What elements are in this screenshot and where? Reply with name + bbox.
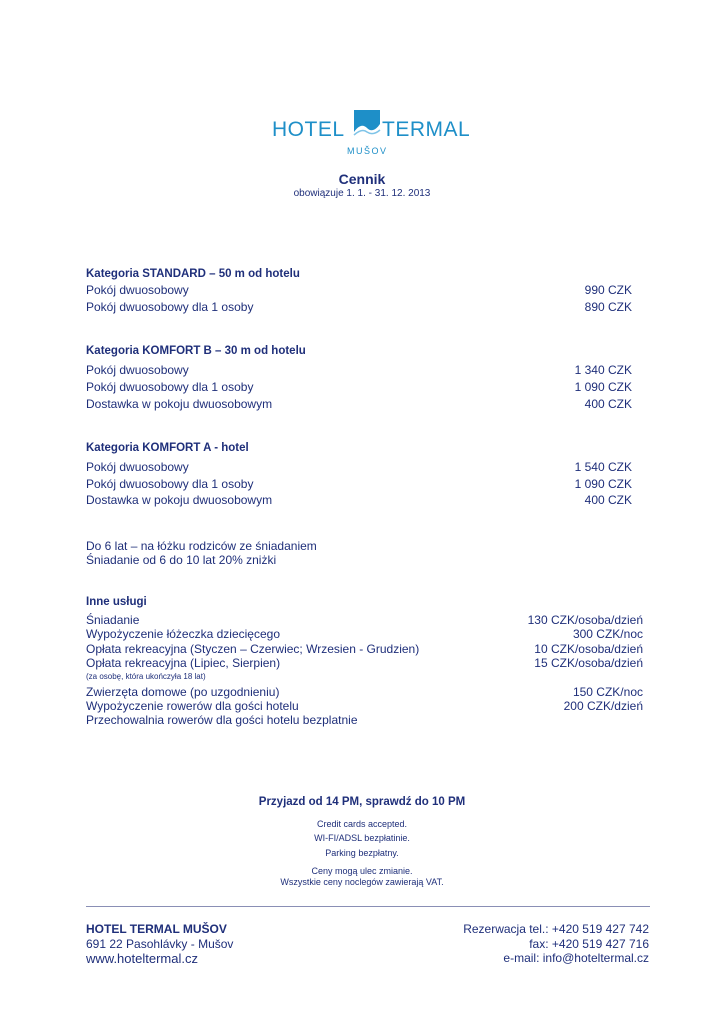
info-line: Credit cards accepted. xyxy=(316,819,408,829)
row-price: 1 340 CZK xyxy=(574,363,632,377)
service-row xyxy=(86,627,643,641)
section-heading-komfort-b: Kategoria KOMFORT B – 30 m od hotelu xyxy=(86,345,306,357)
row-label: Dostawka w pokoju dwuosobowym xyxy=(86,493,273,507)
logo-word-termal: TERMAL xyxy=(382,118,471,141)
logo-word-hotel: HOTEL xyxy=(272,118,345,141)
row-price: 150 CZK/noc xyxy=(572,685,643,699)
row-label: Przechowalnia rowerów dla gości hotelu bezplatnie xyxy=(86,713,358,727)
footer-email-link[interactable]: e-mail: info@hoteltermal.cz xyxy=(503,951,649,965)
section-heading-other-services: Inne usługi xyxy=(86,596,147,608)
row-label: Pokój dwuosobowy xyxy=(86,460,189,474)
page-title: Cennik xyxy=(338,171,386,187)
price-row xyxy=(86,283,632,297)
service-row xyxy=(86,656,643,670)
logo-subtitle: MUŠOV xyxy=(347,146,388,156)
service-row xyxy=(86,685,643,699)
row-label: Pokój dwuosobowy dla 1 osoby xyxy=(86,380,254,394)
row-label: Pokój dwuosobowy dla 1 osoby xyxy=(86,300,254,314)
row-price: 15 CZK/osoba/dzień xyxy=(534,656,643,670)
price-row xyxy=(86,460,632,474)
footer-website-link[interactable]: www.hoteltermal.cz xyxy=(86,951,198,966)
service-row xyxy=(86,613,643,627)
row-price: 400 CZK xyxy=(584,397,632,411)
footer-hotel-name: HOTEL TERMAL MUŠOV xyxy=(86,922,227,936)
children-note: Śniadanie od 6 do 10 lat 20% zniżki xyxy=(86,553,277,567)
price-row xyxy=(86,493,632,507)
row-price: 1 090 CZK xyxy=(574,380,632,394)
row-price: 10 CZK/osoba/dzień xyxy=(534,642,643,656)
service-row xyxy=(86,642,643,656)
row-label: Opłata rekreacyjna (Styczen – Czerwiec; Wrzesien - Grudzien) xyxy=(86,642,420,656)
price-row xyxy=(86,477,632,491)
row-label: Wypożyczenie łóżeczka dziecięcego xyxy=(86,627,280,641)
validity-period: obowiązuje 1. 1. - 31. 12. 2013 xyxy=(293,188,431,199)
row-label: Śniadanie xyxy=(86,613,140,627)
row-price: 400 CZK xyxy=(584,493,632,507)
footer-divider xyxy=(86,906,650,907)
checkin-info: Przyjazd od 14 PM, sprawdź do 10 PM xyxy=(258,796,466,808)
row-price: 990 CZK xyxy=(584,283,632,297)
row-label: Dostawka w pokoju dwuosobowym xyxy=(86,397,273,411)
vat-line: Wszystkie ceny noclegów zawierają VAT. xyxy=(280,877,444,887)
logo-wave-icon xyxy=(352,108,382,140)
section-heading-standard: Kategoria STANDARD – 50 m od hotelu xyxy=(86,268,300,280)
price-row xyxy=(86,397,632,411)
hotel-logo xyxy=(272,108,488,160)
row-label: Pokój dwuosobowy xyxy=(86,283,189,297)
row-price: 890 CZK xyxy=(584,300,632,314)
row-price: 300 CZK/noc xyxy=(572,627,643,641)
row-price: 130 CZK/osoba/dzień xyxy=(527,613,643,627)
vat-line: Ceny mogą ulec zmianie. xyxy=(311,866,413,876)
footer-fax: fax: +420 519 427 716 xyxy=(529,937,649,951)
footer-phone: Rezerwacja tel.: +420 519 427 742 xyxy=(463,922,649,936)
info-line: Parking bezpłatny. xyxy=(325,848,399,858)
info-line: WI-FI/ADSL bezpłatinie. xyxy=(314,833,410,843)
footer-address: 691 22 Pasohlávky - Mušov xyxy=(86,937,234,951)
price-row xyxy=(86,363,632,377)
children-note: Do 6 lat – na łóżku rodziców ze śniadaniem xyxy=(86,539,317,553)
row-label: Pokój dwuosobowy xyxy=(86,363,189,377)
price-row xyxy=(86,300,632,314)
row-label: Pokój dwuosobowy dla 1 osoby xyxy=(86,477,254,491)
row-price: 200 CZK/dzień xyxy=(563,699,643,713)
age-note: (za osobę, która ukończyła 18 lat) xyxy=(86,672,206,681)
row-label: Opłata rekreacyjna (Lipiec, Sierpien) xyxy=(86,656,281,670)
price-row xyxy=(86,380,632,394)
section-heading-komfort-a: Kategoria KOMFORT A - hotel xyxy=(86,442,249,454)
service-row xyxy=(86,713,643,727)
row-label: Wypożyczenie rowerów dla gości hotelu xyxy=(86,699,299,713)
row-price: 1 090 CZK xyxy=(574,477,632,491)
row-price: 1 540 CZK xyxy=(574,460,632,474)
row-label: Zwierzęta domowe (po uzgodnieniu) xyxy=(86,685,280,699)
service-row xyxy=(86,699,643,713)
